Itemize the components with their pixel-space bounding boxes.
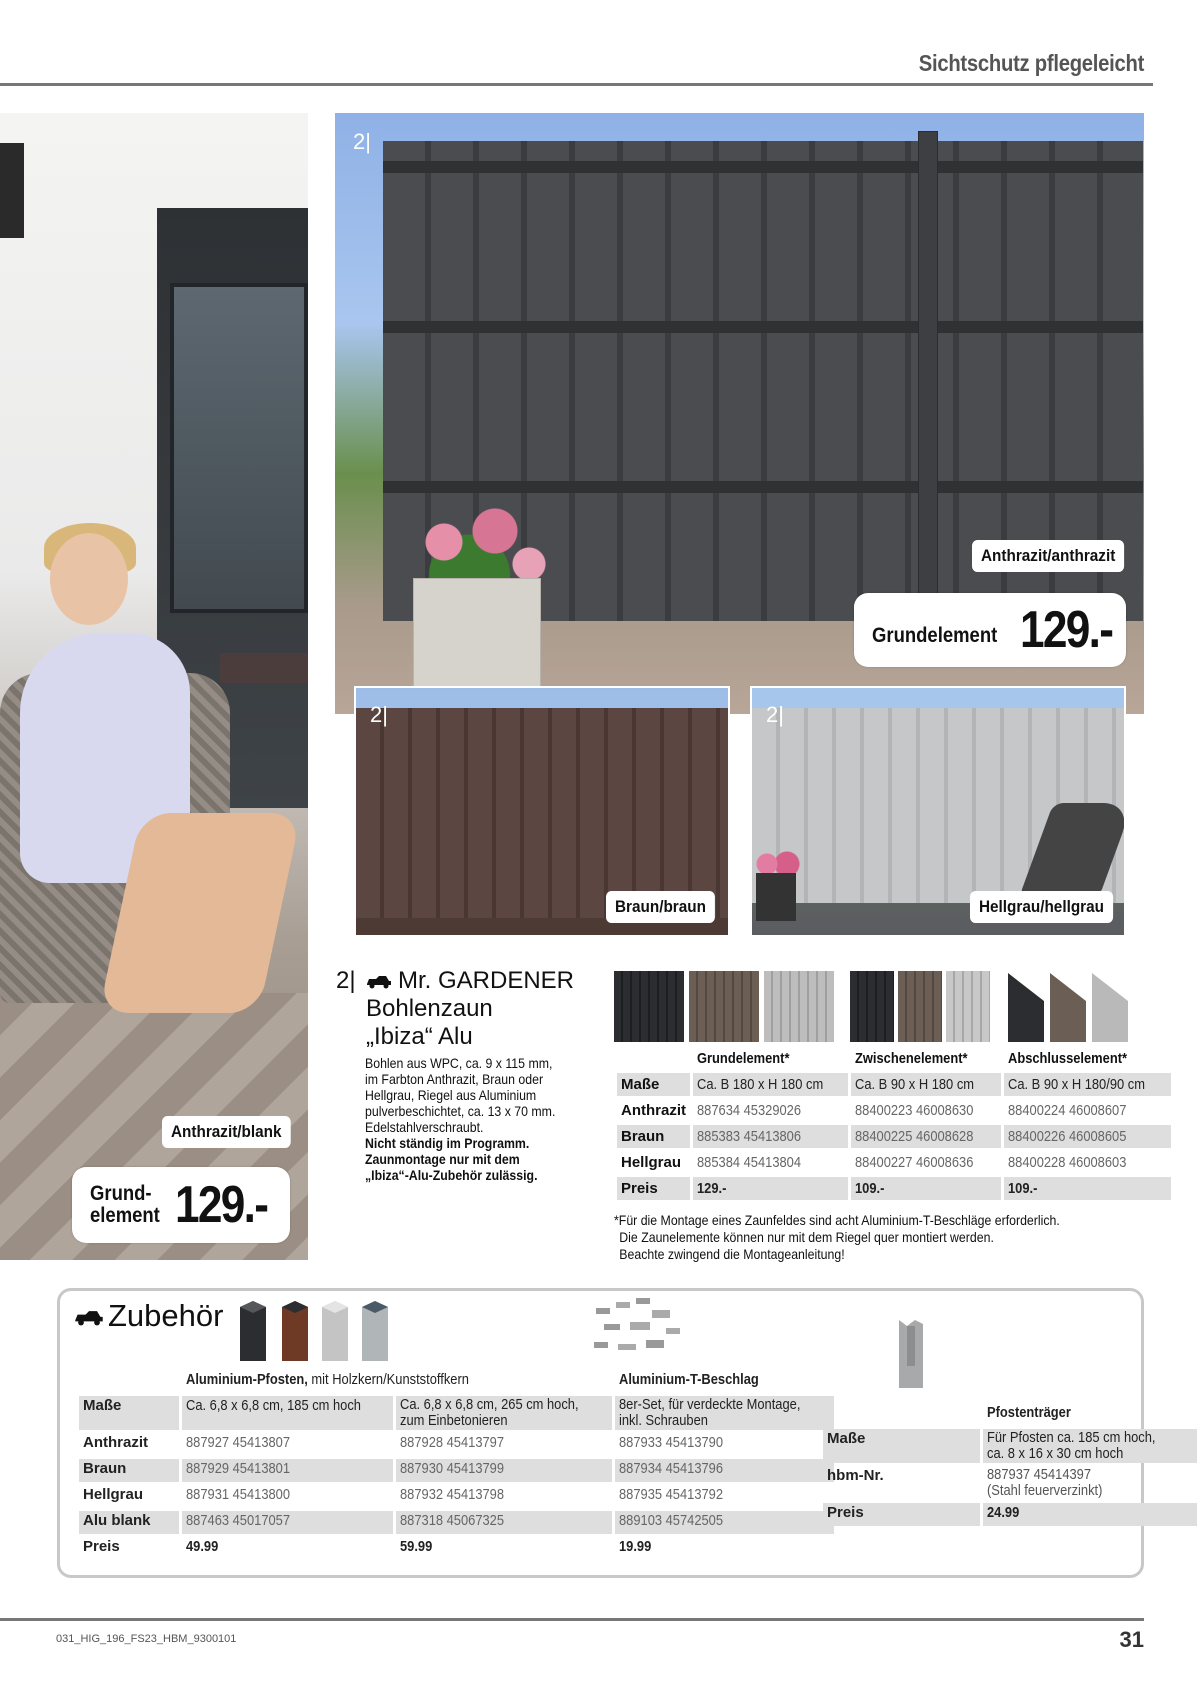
note-line: „Ibiza“-Alu-Zubehör zulässig. (365, 1167, 538, 1183)
product-description (365, 1055, 603, 1183)
brown-photo-number: 2| (370, 702, 388, 727)
table-cell: 887463 45017057 (182, 1511, 393, 1534)
planter (413, 578, 541, 688)
table-cell: 8er-Set, für verdeckte Montage, inkl. Schrauben (615, 1396, 834, 1430)
row-label: Preis (617, 1177, 690, 1200)
table-header: Grundelement* (697, 1050, 790, 1067)
desc-line: im Farbton Anthrazit, Braun oder (365, 1071, 544, 1087)
page-title: Sichtschutz pflegeleicht (918, 50, 1144, 76)
row-label: Alu blank (79, 1511, 179, 1534)
table-cell: 887931 45413800 (186, 1486, 291, 1503)
table-cell: 887634 45329026 (693, 1099, 848, 1122)
left-color-tag: Anthrazit/blank (162, 1116, 291, 1148)
table-row (823, 1429, 1197, 1463)
post-support-header: Pfostenträger (986, 1404, 1071, 1421)
post-braun-image (278, 1299, 312, 1363)
posts-header: Aluminium-Pfosten, mit Holzkern/Kunststoffkern (186, 1371, 469, 1388)
table-cell: 887930 45413799 (396, 1459, 612, 1482)
main-price-label: Grundelement (872, 624, 998, 647)
wall-lamp (0, 143, 24, 238)
table-header-empty (823, 1403, 980, 1426)
swatch-grundelement-braun (689, 971, 759, 1042)
desc-line: Bohlen aus WPC, ca. 9 x 115 mm, (365, 1055, 553, 1071)
accessories-table (76, 1367, 837, 1563)
footnote-line: *Für die Montage eines Zaunfeldes sind acht Aluminium-T-Beschläge erforderlich. (614, 1212, 1060, 1228)
footer-code: 031_HIG_196_FS23_HBM_9300101 (56, 1633, 237, 1645)
table-row (79, 1433, 834, 1456)
table-header-empty (617, 1047, 690, 1070)
left-price-value: 129.- (175, 1176, 268, 1234)
page-number: 31 (1119, 1627, 1144, 1652)
fence-rail (383, 161, 1143, 173)
lifestyle-photo (0, 113, 308, 1260)
post-alu-blank-image (358, 1299, 392, 1363)
price-cell: 129.- (693, 1177, 848, 1200)
row-label: Hellgrau (83, 1486, 144, 1503)
table-cell: 88400226 46008605 (1004, 1125, 1171, 1148)
row-label: Preis (823, 1503, 980, 1526)
row-label: hbm-Nr. (827, 1467, 884, 1484)
table-row (79, 1511, 834, 1534)
desc-line: Edelstahlverschraubt. (365, 1119, 484, 1135)
swatch-grundelement-hellgrau (764, 971, 834, 1042)
brown-color-tag: Braun/braun (606, 891, 715, 923)
row-label: Maße (617, 1073, 690, 1096)
fence-rail (383, 481, 1143, 493)
row-label: Braun (79, 1459, 179, 1482)
table-row (617, 1099, 1171, 1122)
footnote-line: Beachte zwingend die Montageanleitung! (619, 1246, 845, 1262)
table-cell: 885383 45413806 (693, 1125, 848, 1148)
table-cell: Ca. B 90 x H 180/90 cm (1004, 1073, 1171, 1096)
grey-photo-number: 2| (766, 702, 784, 727)
swatch-abschluss-set (1006, 971, 1136, 1042)
swatch-zwischen-hellgrau (946, 971, 990, 1042)
footnote (614, 1212, 1107, 1263)
row-label: Anthrazit (617, 1099, 690, 1122)
row-label: Braun (617, 1125, 690, 1148)
table-header-row (79, 1370, 834, 1393)
grey-color-tag: Hellgrau/hellgrau (970, 891, 1113, 923)
swatch-grundelement-anthrazit (614, 971, 684, 1042)
table-cell: Ca. 6,8 x 6,8 cm, 185 cm hoch (182, 1396, 393, 1430)
main-price-box (854, 593, 1126, 667)
table-row (823, 1466, 1197, 1500)
fence-brown (356, 708, 730, 918)
table-row (79, 1537, 834, 1560)
row-label: Hellgrau (617, 1151, 690, 1174)
table-cell: 88400223 46008630 (851, 1099, 1001, 1122)
table-header-row (617, 1047, 1171, 1070)
price-cell: 109.- (1004, 1177, 1171, 1200)
table-cell: 887937 45414397 (Stahl feuerverzinkt) (986, 1466, 1102, 1499)
table-cell: 887929 45413801 (182, 1459, 393, 1482)
product-brand: Mr. GARDENER (398, 967, 575, 994)
price-cell: 24.99 (983, 1503, 1197, 1526)
row-label: Maße (823, 1429, 980, 1463)
table-cell: 88400225 46008628 (851, 1125, 1001, 1148)
table-cell: 88400228 46008603 (1004, 1151, 1171, 1174)
note-line: Zaunmontage nur mit dem (365, 1151, 520, 1167)
desc-line: Hellgrau, Riegel aus Aluminium (365, 1087, 537, 1103)
table-cell: 887928 45413797 (400, 1434, 505, 1451)
fence-rail (383, 321, 1143, 333)
accessories-title (74, 1298, 223, 1334)
table-cell: 887318 45067325 (396, 1511, 612, 1534)
table-cell: Für Pfosten ca. 185 cm hoch, ca. 8 x 16 x 30 cm hoch (983, 1429, 1197, 1463)
price-cell: 109.- (851, 1177, 1001, 1200)
table-cell: 887927 45413807 (186, 1434, 291, 1451)
table-row (823, 1503, 1197, 1526)
table-cell: 887932 45413798 (400, 1486, 505, 1503)
product-name: Bohlenzaun (366, 995, 493, 1022)
row-label: Anthrazit (83, 1434, 148, 1451)
woman-head (50, 533, 128, 625)
table-header-row (823, 1403, 1197, 1426)
swatch-zwischen-braun (898, 971, 942, 1042)
table-row (79, 1459, 834, 1482)
table-cell: 88400227 46008636 (851, 1151, 1001, 1174)
post-support-table (820, 1400, 1200, 1529)
table-cell: 887935 45413792 (619, 1486, 724, 1503)
table-row (617, 1125, 1171, 1148)
delivery-car-icon (366, 975, 392, 989)
product-model: „Ibiza“ Alu (366, 1023, 473, 1050)
row-label: Maße (79, 1396, 179, 1430)
fence-post (918, 131, 938, 631)
price-cell: 59.99 (400, 1538, 433, 1555)
tbeschlag-header: Aluminium-T-Beschlag (619, 1371, 759, 1388)
desc-line: pulverbeschichtet, ca. 13 x 70 mm. (365, 1103, 556, 1119)
table-row (79, 1396, 834, 1430)
post-support-image (895, 1318, 927, 1390)
side-table (220, 653, 308, 683)
footnote-line: Die Zaunelemente können nur mit dem Riegel quer montiert werden. (619, 1229, 994, 1245)
accessories-title-text: Zubehör (108, 1298, 224, 1333)
product-number: 2| (336, 967, 356, 994)
header-divider (0, 83, 1153, 86)
t-beschlag-image (590, 1296, 685, 1362)
table-row (617, 1073, 1171, 1096)
table-row (79, 1485, 834, 1508)
table-cell: 88400224 46008607 (1004, 1099, 1171, 1122)
main-photo-number: 2| (353, 129, 371, 154)
price-cell: 19.99 (619, 1538, 652, 1555)
delivery-car-icon (74, 1310, 104, 1326)
price-table (614, 1044, 1174, 1203)
table-cell: 889103 45742505 (615, 1511, 834, 1534)
table-header: Zwischenelement* (854, 1050, 968, 1067)
table-cell: Ca. B 90 x H 180 cm (851, 1073, 1001, 1096)
left-price-label-1: Grund- (90, 1182, 152, 1205)
post-anthrazit-image (236, 1299, 270, 1363)
table-header: Abschlusselement* (1007, 1050, 1127, 1067)
post-hellgrau-image (318, 1299, 352, 1363)
footer-divider (0, 1618, 1144, 1621)
small-planter (756, 873, 796, 921)
table-cell: Ca. B 180 x H 180 cm (693, 1073, 848, 1096)
table-row (617, 1177, 1171, 1200)
table-row (617, 1151, 1171, 1174)
table-cell: 885384 45413804 (693, 1151, 848, 1174)
left-price-box (72, 1167, 290, 1243)
row-label: Preis (83, 1538, 120, 1555)
table-cell: Ca. 6,8 x 6,8 cm, 265 cm hoch, zum Einbetonieren (396, 1396, 612, 1430)
main-price-value: 129.- (1020, 601, 1113, 659)
table-cell: 887933 45413790 (619, 1434, 724, 1451)
window (170, 283, 308, 613)
note-line: Nicht ständig im Programm. (365, 1135, 530, 1151)
price-cell: 49.99 (186, 1538, 219, 1555)
main-color-tag: Anthrazit/anthrazit (972, 540, 1124, 572)
product-title (366, 967, 574, 1051)
left-price-label (90, 1183, 160, 1227)
swatch-zwischen-anthrazit (850, 971, 894, 1042)
table-header-empty (79, 1370, 179, 1393)
left-price-label-2: element (90, 1204, 160, 1227)
table-cell: 887934 45413796 (615, 1459, 834, 1482)
